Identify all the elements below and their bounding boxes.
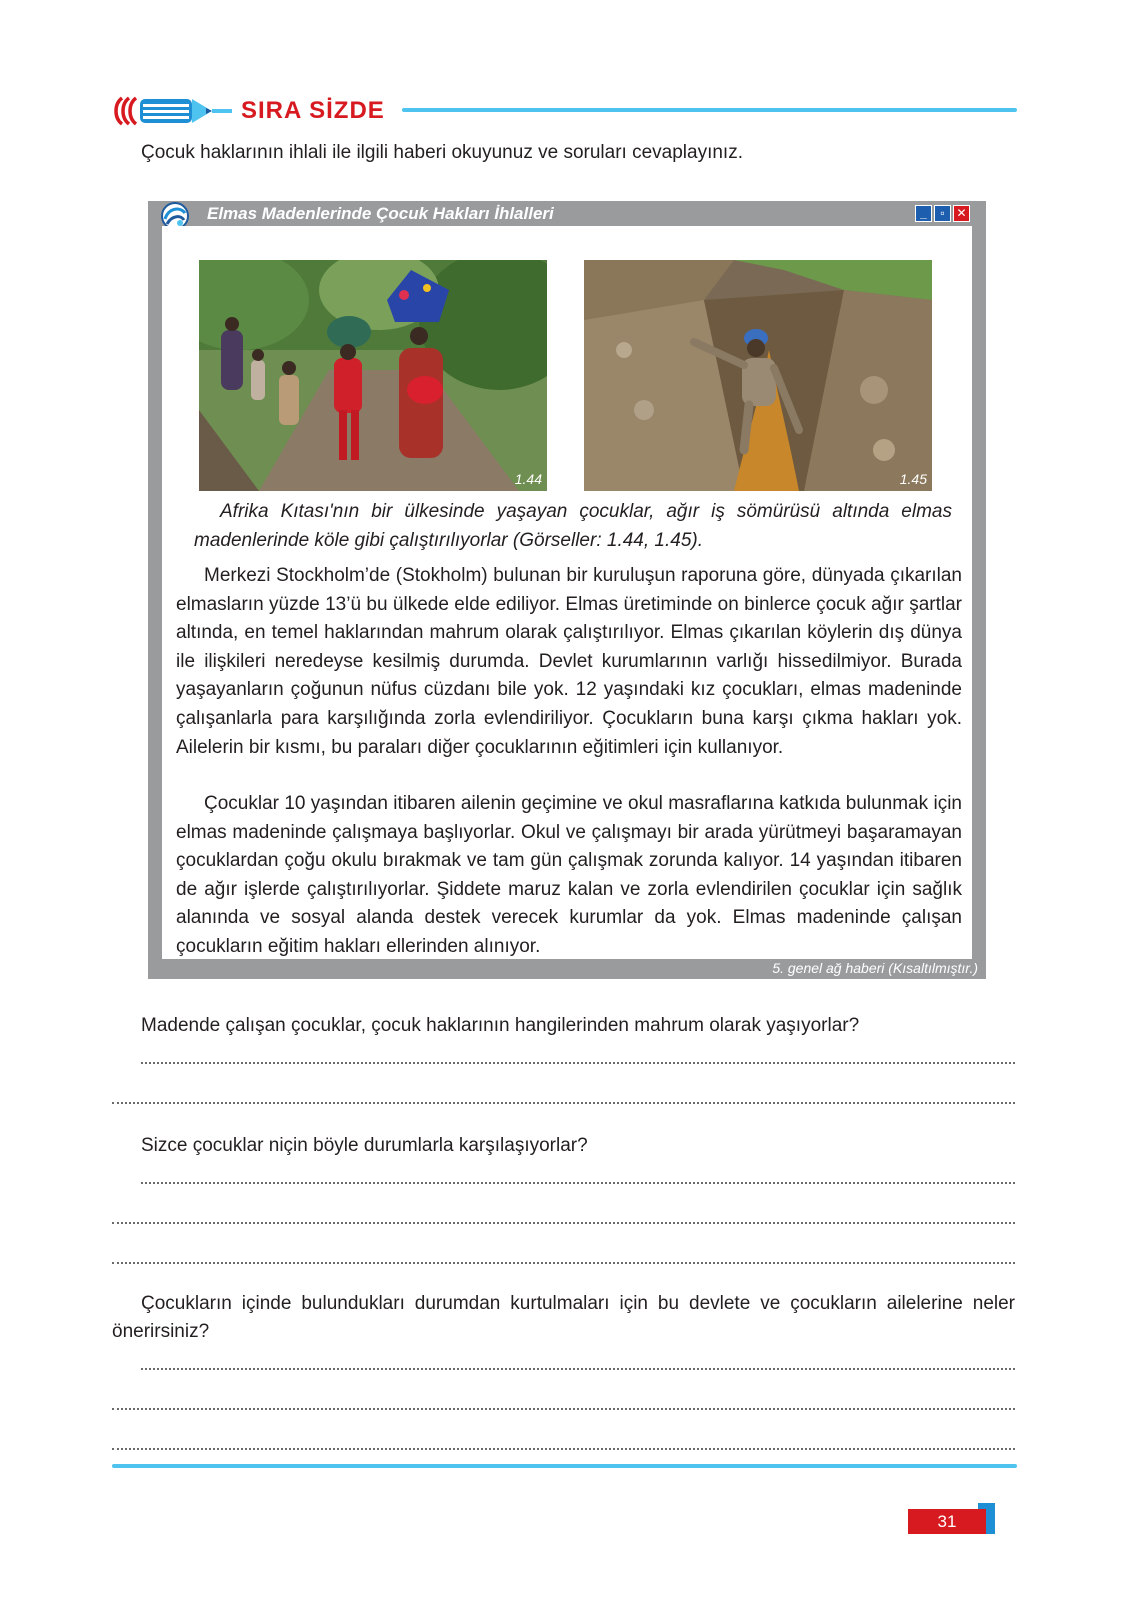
answer-line[interactable] (112, 1102, 1015, 1104)
window-titlebar (148, 201, 986, 226)
photo-children-walking (199, 260, 547, 491)
photo-number: 1.44 (514, 471, 542, 487)
news-paragraph: Çocuklar 10 yaşından itibaren ailenin geçimine ve okul masraflarına katkıda bulunmak için elmas madeninde çalışmaya başlıyorlar. Okul ve çalışmayı bir arada yürütmeyi başaramayan çocuklardan çoğu okulu bırakmak ve tam gün çalışmak zorunda kalıyor. 14 yaşından itibaren de ağır işlerde çalıştırılıyorlar. Şiddete maruz kalan ve zorla evlendirilen çocuklar için sağlık alanında ve sosyal alanda destek verecek kurumlar da yok. Elmas madeninde çalışan çocukların eğitim hakları ellerinden alınıyor. (176, 793, 962, 957)
answer-line[interactable] (112, 1262, 1015, 1264)
answer-line[interactable] (112, 1408, 1015, 1410)
instruction-text: Çocuk haklarının ihlali ile ilgili haberi okuyunuz ve soruları cevaplayınız. (141, 142, 743, 163)
header-rule (402, 108, 1017, 112)
question-text: Çocukların içinde bulundukları durumdan kurtulmaları için bu devlete ve çocukların ailelerine neler önerirsiniz? (112, 1293, 1015, 1342)
answer-line[interactable] (141, 1062, 1015, 1064)
bottom-rule (112, 1464, 1017, 1468)
section-header (112, 94, 1017, 128)
maximize-icon[interactable]: ▫ (934, 205, 951, 222)
question-text: Madende çalışan çocuklar, çocuk haklarının hangilerinden mahrum olarak yaşıyorlar? (141, 1015, 860, 1036)
source-note: 5. genel ağ haberi (Kısaltılmıştır.) (772, 960, 978, 976)
minimize-icon[interactable]: _ (915, 205, 932, 222)
answer-line[interactable] (141, 1368, 1015, 1370)
section-title: SIRA SİZDE (241, 97, 385, 124)
close-icon[interactable]: ✕ (953, 205, 970, 222)
photo-child-in-mine (584, 260, 932, 491)
window-content (162, 226, 972, 959)
news-window (148, 201, 986, 979)
page-number: 31 (908, 1509, 986, 1534)
photo-number: 1.45 (899, 471, 927, 487)
news-paragraph: Merkezi Stockholm’de (Stokholm) bulunan bir kuruluşun raporuna göre, dünyada çıkarılan elmasların yüzde 13’ü bu ülkede elde ediliyor. Elmas üretiminde on binlerce çocuk ağır şartlar altında, en temel haklarından mahrum olarak çalıştırılıyor. Elmas çıkarılan köylerin dış dünya ile ilişkileri neredeyse kesilmiş durumda. Devlet kurumlarının varlığı hissedilmiyor. Burada yaşayanların çoğunun nüfus cüzdanı bile yok. 12 yaşındaki kız çocukları, elmas madeninde çalışanlarla para karşılığında zorla evlendiriliyor. Çocukların buna karşı çıkma hakları yok. Ailelerin bir kısmı, bu paraları diğer çocuklarının eğitimleri için kullanıyor. (176, 565, 962, 758)
question-text: Sizce çocuklar niçin böyle durumlarla karşılaşıyorlar? (141, 1135, 588, 1156)
answer-line[interactable] (112, 1448, 1015, 1450)
answer-line[interactable] (141, 1182, 1015, 1184)
answer-line[interactable] (112, 1222, 1015, 1224)
window-title: Elmas Madenlerinde Çocuk Hakları İhlalleri (207, 204, 554, 223)
photo-caption: Afrika Kıtası'nın bir ülkesinde yaşayan çocuklar, ağır iş sömürüsü altında elmas madenlerinde köle gibi çalıştırılıyorlar (Görseller: 1.44, 1.45). (194, 501, 952, 551)
pencil-logo-icon (112, 94, 232, 128)
page-corner (986, 1503, 995, 1534)
